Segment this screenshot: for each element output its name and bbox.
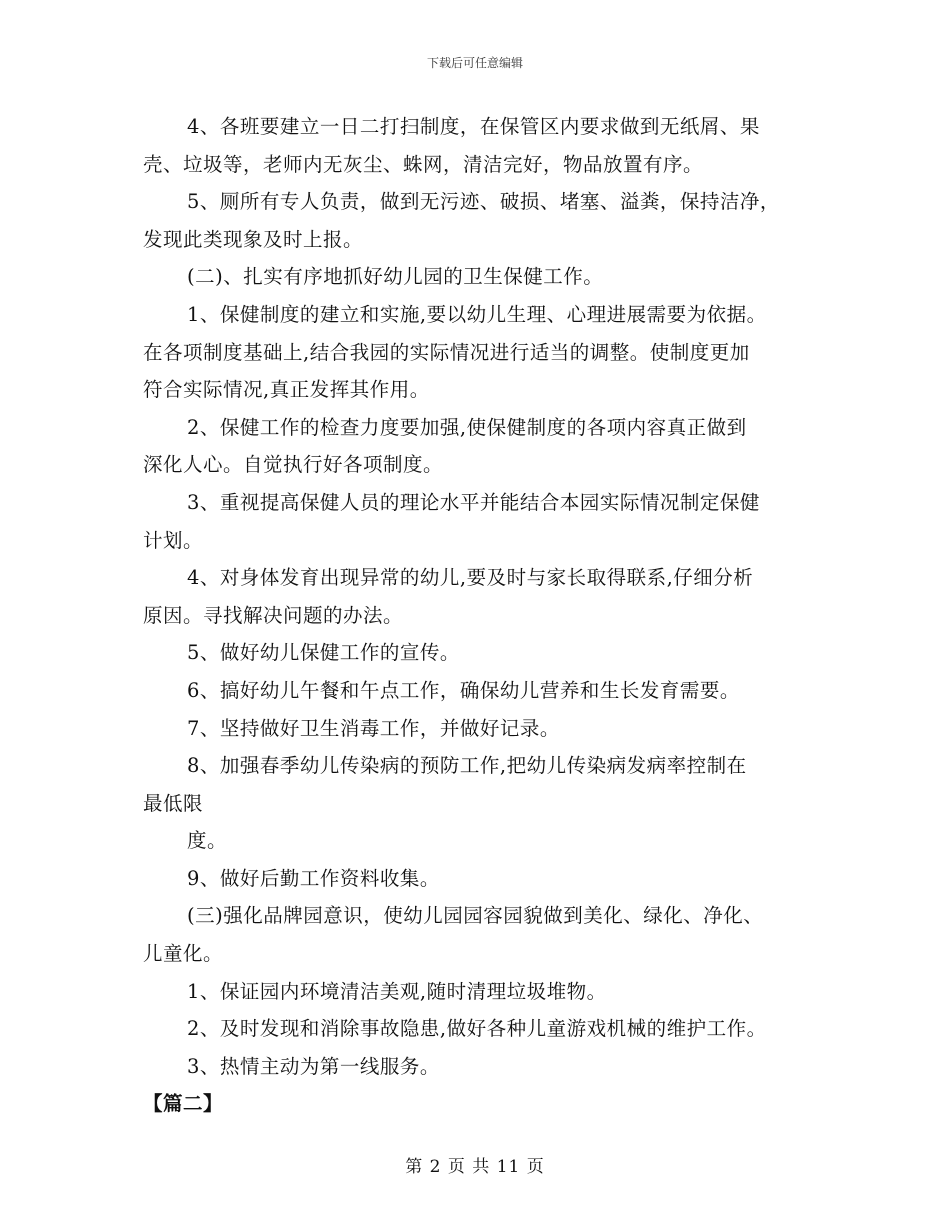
paragraph-line: 3、热情主动为第一线服务。 <box>187 1054 440 1078</box>
paragraph-line: 7、坚持做好卫生消毒工作，并做好记录。 <box>187 716 560 740</box>
paragraph-line: 5、厕所有专人负责，做到无污迹、破损、堵塞、溢粪，保持洁净， <box>187 190 780 214</box>
paragraph-line: 在各项制度基础上,结合我园的实际情况进行适当的调整。使制度更加 <box>143 340 750 364</box>
paragraph-line: 8、加强春季幼儿传染病的预防工作,把幼儿传染病发病率控制在 <box>187 754 747 778</box>
section-heading: 【篇二】 <box>143 1092 224 1116</box>
paragraph-line: 4、对身体发育出现异常的幼儿,要及时与家长取得联系,仔细分析 <box>187 566 754 590</box>
paragraph-line: 6、搞好幼儿午餐和午点工作，确保幼儿营养和生长发育需要。 <box>187 678 740 702</box>
document-body <box>143 108 813 1123</box>
paragraph-line: 1、保健制度的建立和实施,要以幼儿生理、心理进展需要为依据。 <box>187 302 767 326</box>
paragraph-line: 度。 <box>187 829 228 853</box>
page-footer-number: 第 2 页 共 11 页 <box>405 1157 545 1177</box>
paragraph-line: 符合实际情况,真正发挥其作用。 <box>143 378 430 402</box>
page-header-note: 下载后可任意编辑 <box>426 56 523 70</box>
subsection-heading: (二)、扎实有序地抓好幼儿园的卫生保健工作。 <box>187 265 604 289</box>
paragraph-line: 发现此类现象及时上报。 <box>143 227 364 251</box>
paragraph-line: 4、各班要建立一日二打扫制度，在保管区内要求做到无纸屑、果 <box>187 115 760 138</box>
paragraph-line: 儿童化。 <box>143 942 224 966</box>
paragraph-line: 3、重视提高保健人员的理论水平并能结合本园实际情况制定保健 <box>187 490 760 514</box>
paragraph-line: 壳、垃圾等，老师内无灰尘、蛛网，清洁完好，物品放置有序。 <box>143 152 704 176</box>
paragraph-line: 深化人心。自觉执行好各项制度。 <box>143 453 444 477</box>
paragraph-line: 2、及时发现和消除事故隐患,做好各种儿童游戏机械的维护工作。 <box>187 1017 767 1041</box>
paragraph-line: 最低限 <box>143 791 204 815</box>
paragraph-line: 1、保证园内环境清洁美观,随时清理垃圾堆物。 <box>187 979 607 1003</box>
paragraph-line: 5、做好幼儿保健工作的宣传。 <box>187 641 460 665</box>
paragraph-line: 2、保健工作的检查力度要加强,使保健制度的各项内容真正做到 <box>187 415 747 439</box>
paragraph-line: 9、做好后勤工作资料收集。 <box>187 866 440 890</box>
subsection-heading: (三)强化品牌园意识，使幼儿园园容园貌做到美化、绿化、净化、 <box>187 904 764 928</box>
paragraph-line: 计划。 <box>143 528 204 552</box>
paragraph-line: 原因。寻找解决问题的办法。 <box>143 603 404 627</box>
